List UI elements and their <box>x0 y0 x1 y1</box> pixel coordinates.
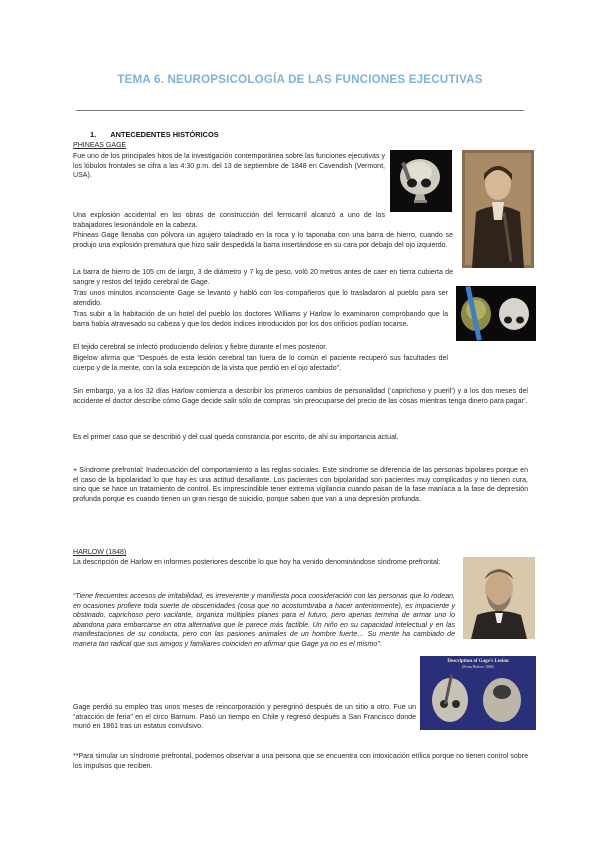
phineas-p4: La barra de hierro de 105 cm de largo, 3 de diámetro y 7 kg de peso, voló 20 metros antes de caer en tierra cubierta de sangre y restos del tejido cerebral de Gage. <box>73 269 453 286</box>
phineas-p3: Phineas Gage llenaba con pólvora un agujero taladrado en la roca y lo taponaba con una barra de hierro, cuando se produjo una explosión prematura que hizo salir despedida la barra insertándose en su cara por debajo del ojo izquierdo. <box>73 232 453 249</box>
lesion-figure-caption: Description of Gage's Lesion <box>447 659 509 664</box>
skull-photo <box>390 150 452 212</box>
lesion-figure-skulls <box>420 672 536 730</box>
phineas-p1: Fue uno de los principales hitos de la investigación contemporánea sobre las funciones ejecutivas y los lóbulos frontales se cifra a las 4:30 p.m. del 13 de septiembre de 1848 en Cavendish (Vermont, USA). <box>73 153 385 180</box>
phineas-p7: El tejido cerebral se infectó produciendo delirios y fiebre durante el mes posterior. <box>73 344 328 351</box>
harlow-after: Gage perdió su empleo tras unos meses de reincorporación y peregrinó después de un sitio a otro. Fue un “atracción de feria” en el circo Barnum. Pasó un tiempo en Chile y regresó después a San Francisco donde murió en 1861 tras un estatus convulsivo. <box>73 704 416 731</box>
page-title: TEMA 6. NEUROPSICOLOGÍA DE LAS FUNCIONES EJECUTIVAS <box>117 73 483 86</box>
gage-portrait <box>462 150 534 268</box>
phineas-heading: PHINEAS GAGE <box>73 142 127 149</box>
skull-rod-model <box>456 286 536 341</box>
harlow-heading: HARLOW (1848) <box>73 549 127 556</box>
phineas-p8: Bigelow afirma que “Después de esta lesión cerebral tan fuera de lo común el paciente recuperó sus facultades del cuerpo y de la mente, con la sola excepción de la vista que perdió en el ojo afectado”. <box>73 355 448 372</box>
lesion-figure-subcaption: (From Harlow 1868) <box>462 665 494 669</box>
harlow-portrait <box>463 557 535 639</box>
sindrome-paragraph: + Síndrome prefrontal: Inadecuación del comportamiento a las reglas sociales. Este síndrome se diferencia de las personas bipolares porque en el caso de la bipolaridad lo que hay es una actitud desafiante. Los pacientes con bipolaridad son pacientes muy complicados y no tienen cura, sino que se hace un tratamiento de control. Es imprescindible tener extrema vigilancia cuando pasan de la fase maníaca a la fase de depresión profunda porque es cuando tienen un gran riesgo de suicidio, porque saben que van a una depresión profunda. <box>73 467 528 503</box>
section-heading <box>90 130 219 139</box>
title-divider <box>76 110 524 111</box>
harlow-intro: La descripción de Harlow en informes posteriores describe lo que hoy ha venido denominándose síndrome prefrontal: <box>73 559 441 566</box>
phineas-p5: Tras unos minutos inconsciente Gage se levantó y habló con los compañeros que lo trasladaron al pueblo para ser atendido. <box>73 290 448 307</box>
phineas-p10: Es el primer caso que se describió y del cual queda constancia por escrito, de ahí su importancia actual. <box>73 434 399 441</box>
harlow-note: **Para simular un síndrome prefrontal, podemos observar a una persona que se encuentra con intoxicación etílica porque no tienen control sobre los impulsos que reciben. <box>73 753 528 770</box>
phineas-p9: Sin embargo, ya a los 32 días Harlow comienza a describir los primeros cambios de personalidad (‘caprichoso y pueril’) y a los dos meses del accidente el doctor describe cómo Gage decide salir sólo de compras ‘sin preocuparse del precio de las cosas mientras tenga dinero para pagar’. <box>73 388 528 405</box>
harlow-quote: “Tiene frecuentes accesos de irritabilidad, es irreverente y manifiesta poca consideración con las personas que lo rodean, en ocasiones profiere toda suerte de obscenidades (cosa que no acostumbraba a hacer anteriormente), es impaciente y obstinado, caprichoso pero vacilante, organiza múltiples planes para el futuro, pero apenas termina de armar uno lo abandona para embarcarse en otra alternativa que le parece más factible. Un niño en su capacidad intelectual y en las manifestaciones de su conducta, pero con las pasiones animales de un hombre fuerte… Su mente ha cambiado de manera tan radical que sus amigos y familiares coinciden en afirmar que Gage ya no es el mismo”. <box>73 593 455 648</box>
phineas-p6: Tras subir a la habitación de un hotel del pueblo los doctores Williams y Harlow lo examinaron comprobando que la barra había atravesado su cabeza y que los dedos índices introducidos por los dos orificios podían tocarse. <box>73 311 448 328</box>
section-number: 1. <box>90 130 97 139</box>
section-title: ANTECEDENTES HISTÓRICOS <box>110 130 219 139</box>
phineas-p2: Una explosión accidental en las obras de construcción del ferrocarril alcanzó a uno de los trabajadores lesionándole en la cabeza. <box>73 212 385 229</box>
lesion-figure <box>420 656 536 730</box>
